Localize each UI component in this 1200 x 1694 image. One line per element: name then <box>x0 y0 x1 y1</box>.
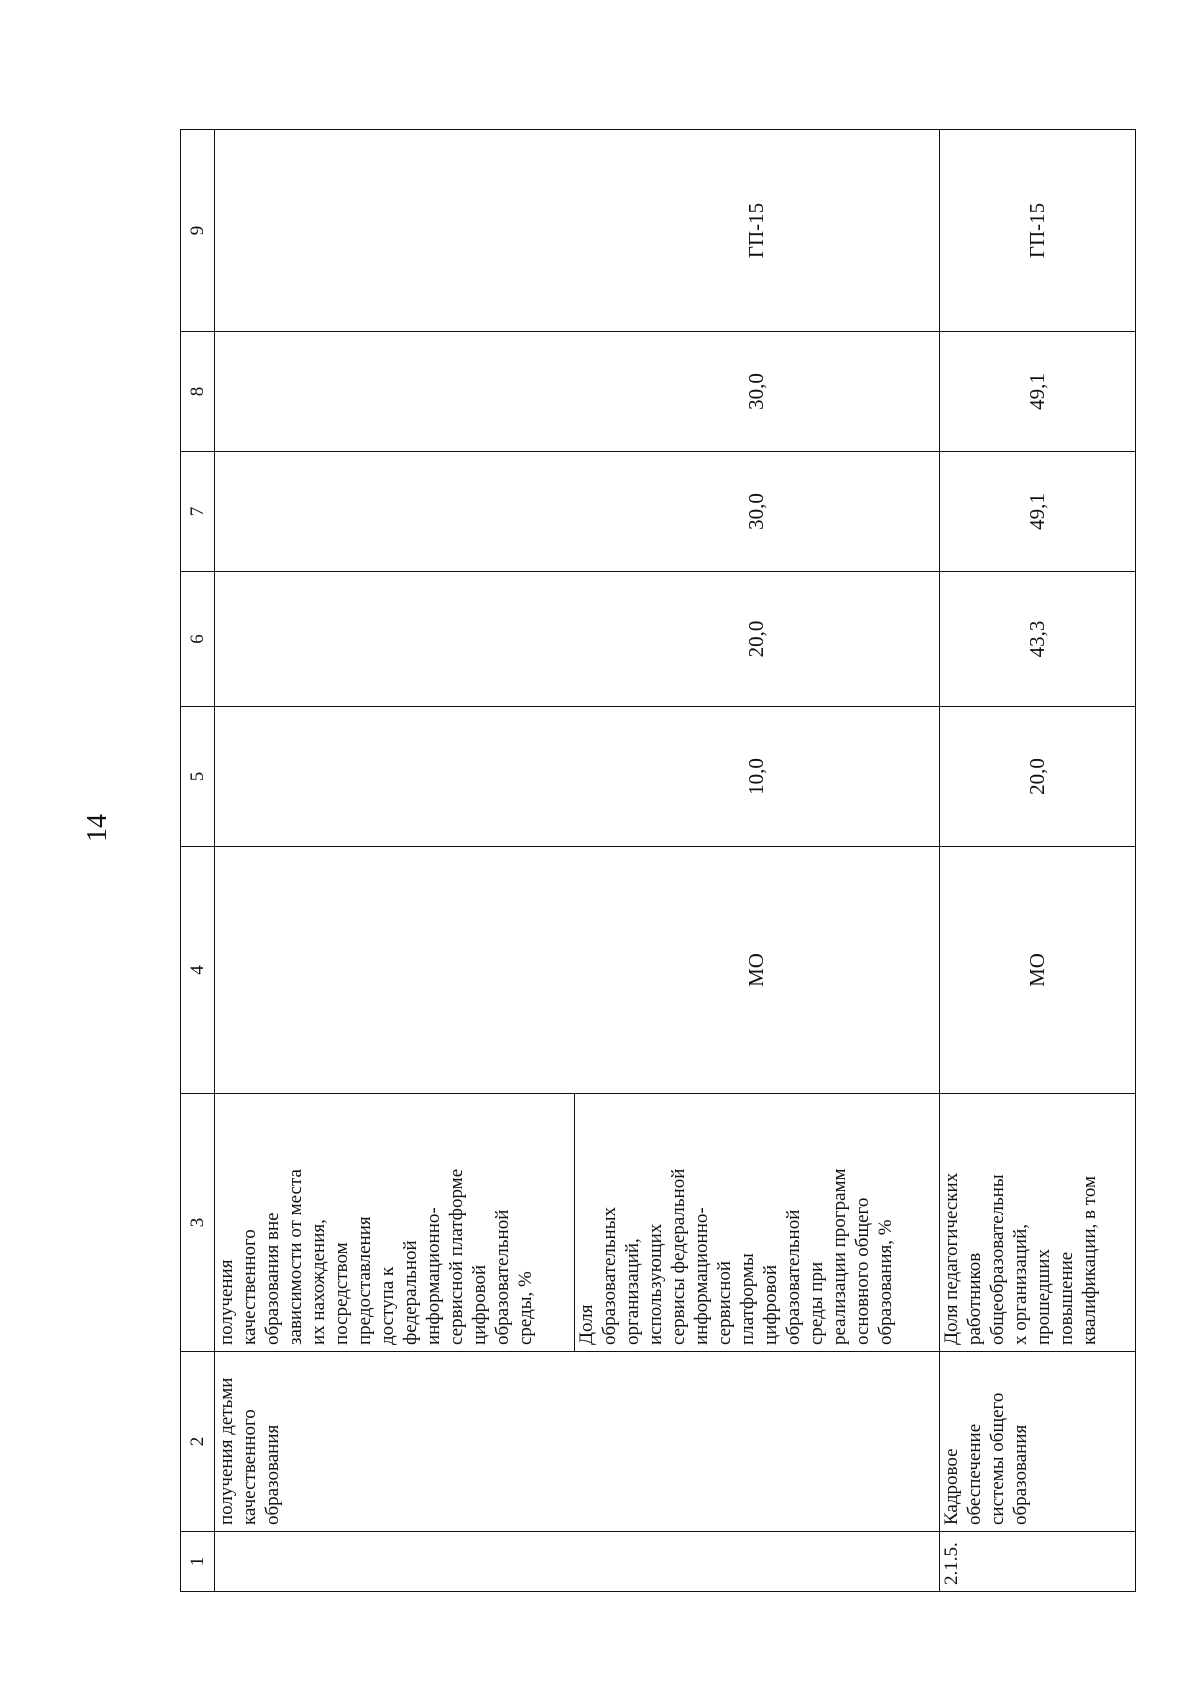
row3-col4: МО <box>939 847 1135 1094</box>
row1-col4 <box>214 847 574 1094</box>
row1-col5 <box>214 707 574 847</box>
table-wrapper <box>180 130 1136 1592</box>
row1-col1 <box>214 1532 939 1592</box>
header-col-5: 5 <box>181 707 215 847</box>
page-number: 14 <box>82 814 113 842</box>
rotated-table-area <box>180 130 1136 1592</box>
row3-col8: 49,1 <box>939 332 1135 452</box>
row2-col6: 20,0 <box>574 572 939 707</box>
row1-col3: получения качественного образования вне зависимости от места их нахождения, посредством предоставления доступа к федеральной информационно- сервисной платформе цифровой образовательной среды, % <box>214 1094 574 1352</box>
row3-col9: ГП-15 <box>939 130 1135 332</box>
header-col-4: 4 <box>181 847 215 1094</box>
table-row <box>939 130 1135 1592</box>
row3-col3: Доля педагогических работников общеобразовательны х организаций, прошедших повышение квалификации, в том <box>939 1094 1135 1352</box>
header-col-9: 9 <box>181 130 215 332</box>
row1-col6 <box>214 572 574 707</box>
header-col-8: 8 <box>181 332 215 452</box>
row3-col1: 2.1.5. <box>939 1532 1135 1592</box>
row2-col9: ГП-15 <box>574 130 939 332</box>
header-col-2: 2 <box>181 1352 215 1532</box>
row3-col2: Кадровое обеспечение системы общего образования <box>939 1352 1135 1532</box>
row2-col8: 30,0 <box>574 332 939 452</box>
row3-col5: 20,0 <box>939 707 1135 847</box>
table-row <box>214 130 574 1592</box>
row2-col3: Доля образовательных организаций, использующих сервисы федеральной информационно- сервисной платформы цифровой образовательной среды при реализации программ основного общего образования, % <box>574 1094 939 1352</box>
indicator-table <box>180 129 1136 1592</box>
row2-col4: МО <box>574 847 939 1094</box>
row1-col9 <box>214 130 574 332</box>
header-col-6: 6 <box>181 572 215 707</box>
row3-col7: 49,1 <box>939 452 1135 572</box>
row2-col5: 10,0 <box>574 707 939 847</box>
header-col-3: 3 <box>181 1094 215 1352</box>
header-row <box>181 130 215 1592</box>
row1-col8 <box>214 332 574 452</box>
header-col-1: 1 <box>181 1532 215 1592</box>
row1-col7 <box>214 452 574 572</box>
header-col-7: 7 <box>181 452 215 572</box>
row1-col2: получения детьми качественного образования <box>214 1352 939 1532</box>
row3-col6: 43,3 <box>939 572 1135 707</box>
row2-col7: 30,0 <box>574 452 939 572</box>
